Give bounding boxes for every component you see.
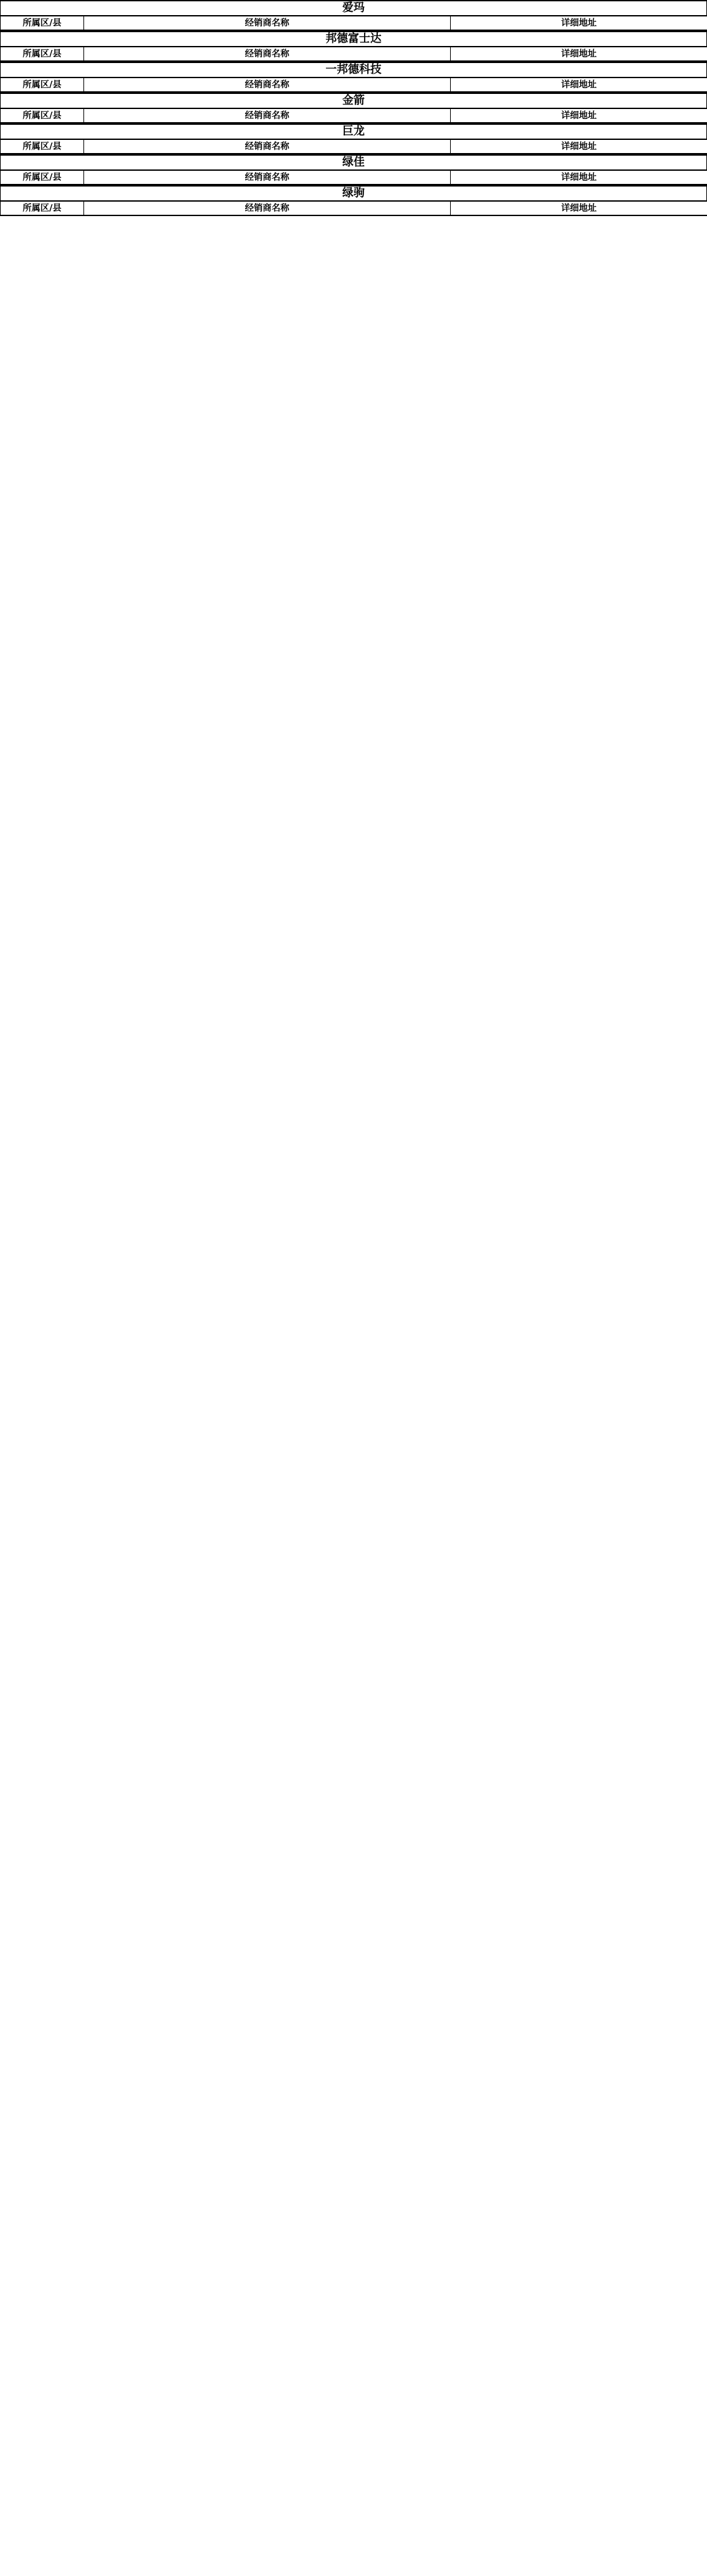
- col-header: 所属区/县: [1, 47, 84, 61]
- col-header: 所属区/县: [1, 139, 84, 154]
- col-header: 详细地址: [451, 78, 707, 92]
- dealer-table: [0, 77, 707, 93]
- brand-title: 一邦德科技: [0, 62, 707, 77]
- brand-section: [0, 62, 707, 93]
- col-header: 详细地址: [451, 108, 707, 123]
- col-header: 所属区/县: [1, 170, 84, 185]
- brand-title: 金箭: [0, 93, 707, 108]
- brand-section: [0, 93, 707, 123]
- header-row: [1, 139, 707, 154]
- dealer-table: [0, 108, 707, 123]
- col-header: 详细地址: [451, 139, 707, 154]
- header-row: [1, 47, 707, 61]
- header-row: [1, 108, 707, 123]
- brand-title: 邦德富士达: [0, 31, 707, 46]
- col-header: 详细地址: [451, 170, 707, 185]
- brand-section: [0, 31, 707, 62]
- brand-section: [0, 0, 707, 31]
- dealer-table: [0, 139, 707, 154]
- col-header: 所属区/县: [1, 108, 84, 123]
- col-header: 经销商名称: [84, 78, 451, 92]
- col-header: 所属区/县: [1, 16, 84, 30]
- dealer-table: [0, 46, 707, 62]
- brand-section: [0, 185, 707, 216]
- header-row: [1, 78, 707, 92]
- header-row: [1, 201, 707, 215]
- col-header: 详细地址: [451, 16, 707, 30]
- col-header: 经销商名称: [84, 16, 451, 30]
- col-header: 经销商名称: [84, 139, 451, 154]
- brand-title: 绿驹: [0, 185, 707, 200]
- col-header: 经销商名称: [84, 170, 451, 185]
- brand-title: 巨龙: [0, 123, 707, 139]
- brand-title: 爱玛: [0, 0, 707, 15]
- dealer-table: [0, 200, 707, 216]
- dealer-table: [0, 15, 707, 31]
- header-row: [1, 16, 707, 30]
- brand-section: [0, 123, 707, 154]
- brand-title: 绿佳: [0, 154, 707, 169]
- col-header: 经销商名称: [84, 108, 451, 123]
- col-header: 详细地址: [451, 47, 707, 61]
- col-header: 经销商名称: [84, 47, 451, 61]
- header-row: [1, 170, 707, 185]
- dealer-table: [0, 169, 707, 185]
- dealer-list-document: [0, 0, 707, 216]
- col-header: 所属区/县: [1, 201, 84, 215]
- col-header: 所属区/县: [1, 78, 84, 92]
- col-header: 经销商名称: [84, 201, 451, 215]
- col-header: 详细地址: [451, 201, 707, 215]
- brand-section: [0, 154, 707, 185]
